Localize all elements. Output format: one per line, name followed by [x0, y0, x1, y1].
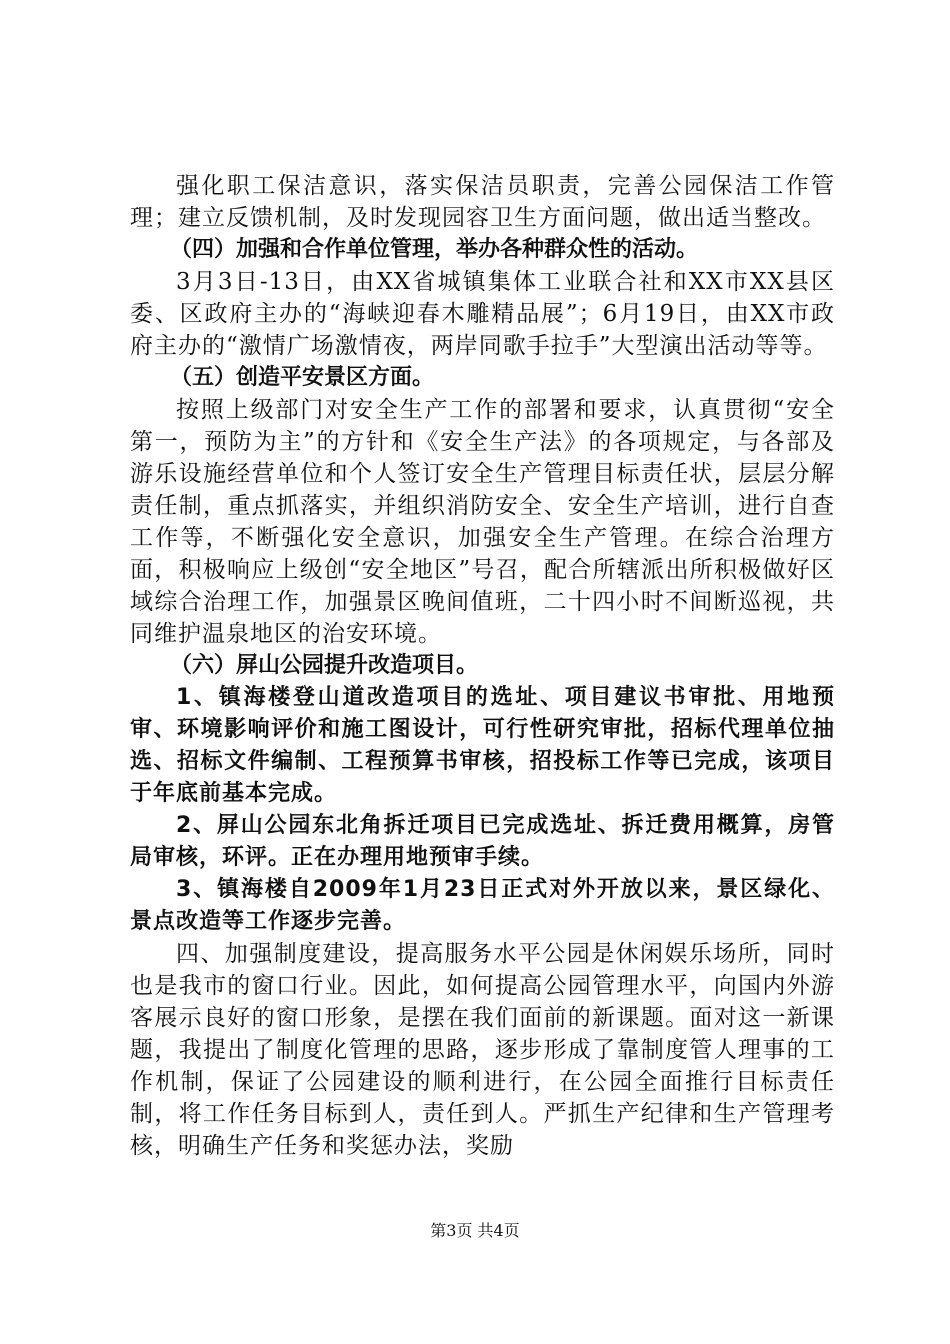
paragraph-events: 3月3日-13日，由XX省城镇集体工业联合社和XX市XX县区委、区政府主办的“海峡迎春木雕精品展”；6月19日，由XX市政府主办的“激情广场激情夜，两岸同歌手拉手”大型演出活动等等。 [130, 269, 835, 359]
paragraph-safety: 按照上级部门对安全生产工作的部署和要求，认真贯彻“安全第一，预防为主”的方针和《安全生产法》的各项规定，与各部及游乐设施经营单位和个人签订安全生产管理目标责任状，层层分解责任制，重点抓落实，并组织消防安全、安全生产培训，进行自查工作等，不断强化安全意识，加强安全生产管理。在综合治理方面，积极响应上级创“安全地区”号召，配合所辖派出所积极做好区域综合治理工作，加强景区晚间值班，二十四小时不间断巡视，共同维护温泉地区的治安环境。 [130, 397, 835, 647]
paragraph-item-1: 1、镇海楼登山道改造项目的选址、项目建议书审批、用地预审、环境影响评价和施工图设计，可行性研究审批，招标代理单位抽选、招标文件编制、工程预算书审核，招投标工作等已完成，该项目于年底前基本完成。 [130, 685, 835, 806]
page-footer: 第3页 共4页 [430, 1221, 520, 1240]
paragraph-system-building: 四、加强制度建设，提高服务水平公园是休闲娱乐场所，同时也是我市的窗口行业。因此，如何提高公园管理水平，向国内外游客展示良好的窗口形象，是摆在我们面前的新课题。面对这一新课题，我提出了制度化管理的思路，逐步形成了靠制度管人理事的工作机制，保证了公园建设的顺利进行，在公园全面推行目标责任制，将工作任务目标到人，责任到人。严抓生产纪律和生产管理考核，明确生产任务和奖惩办法，奖励 [130, 941, 835, 1159]
document-body [130, 170, 835, 1162]
paragraph-cleaning: 强化职工保洁意识，落实保洁员职责，完善公园保洁工作管理；建立反馈机制，及时发现园容卫生方面问题，做出适当整改。 [130, 173, 835, 231]
section-heading-4: （四）加强和合作单位管理，举办各种群众性的活动。 [170, 237, 699, 262]
section-heading-6: （六）屏山公园提升改造项目。 [170, 653, 479, 678]
paragraph-item-2: 2、屏山公园东北角拆迁项目已完成选址、拆迁费用概算，房管局审核，环评。正在办理用地预审手续。 [130, 813, 835, 870]
section-heading-5: （五）创造平安景区方面。 [170, 365, 435, 390]
paragraph-item-3: 3、镇海楼自2009年1月23日正式对外开放以来，景区绿化、景点改造等工作逐步完善。 [130, 877, 835, 934]
